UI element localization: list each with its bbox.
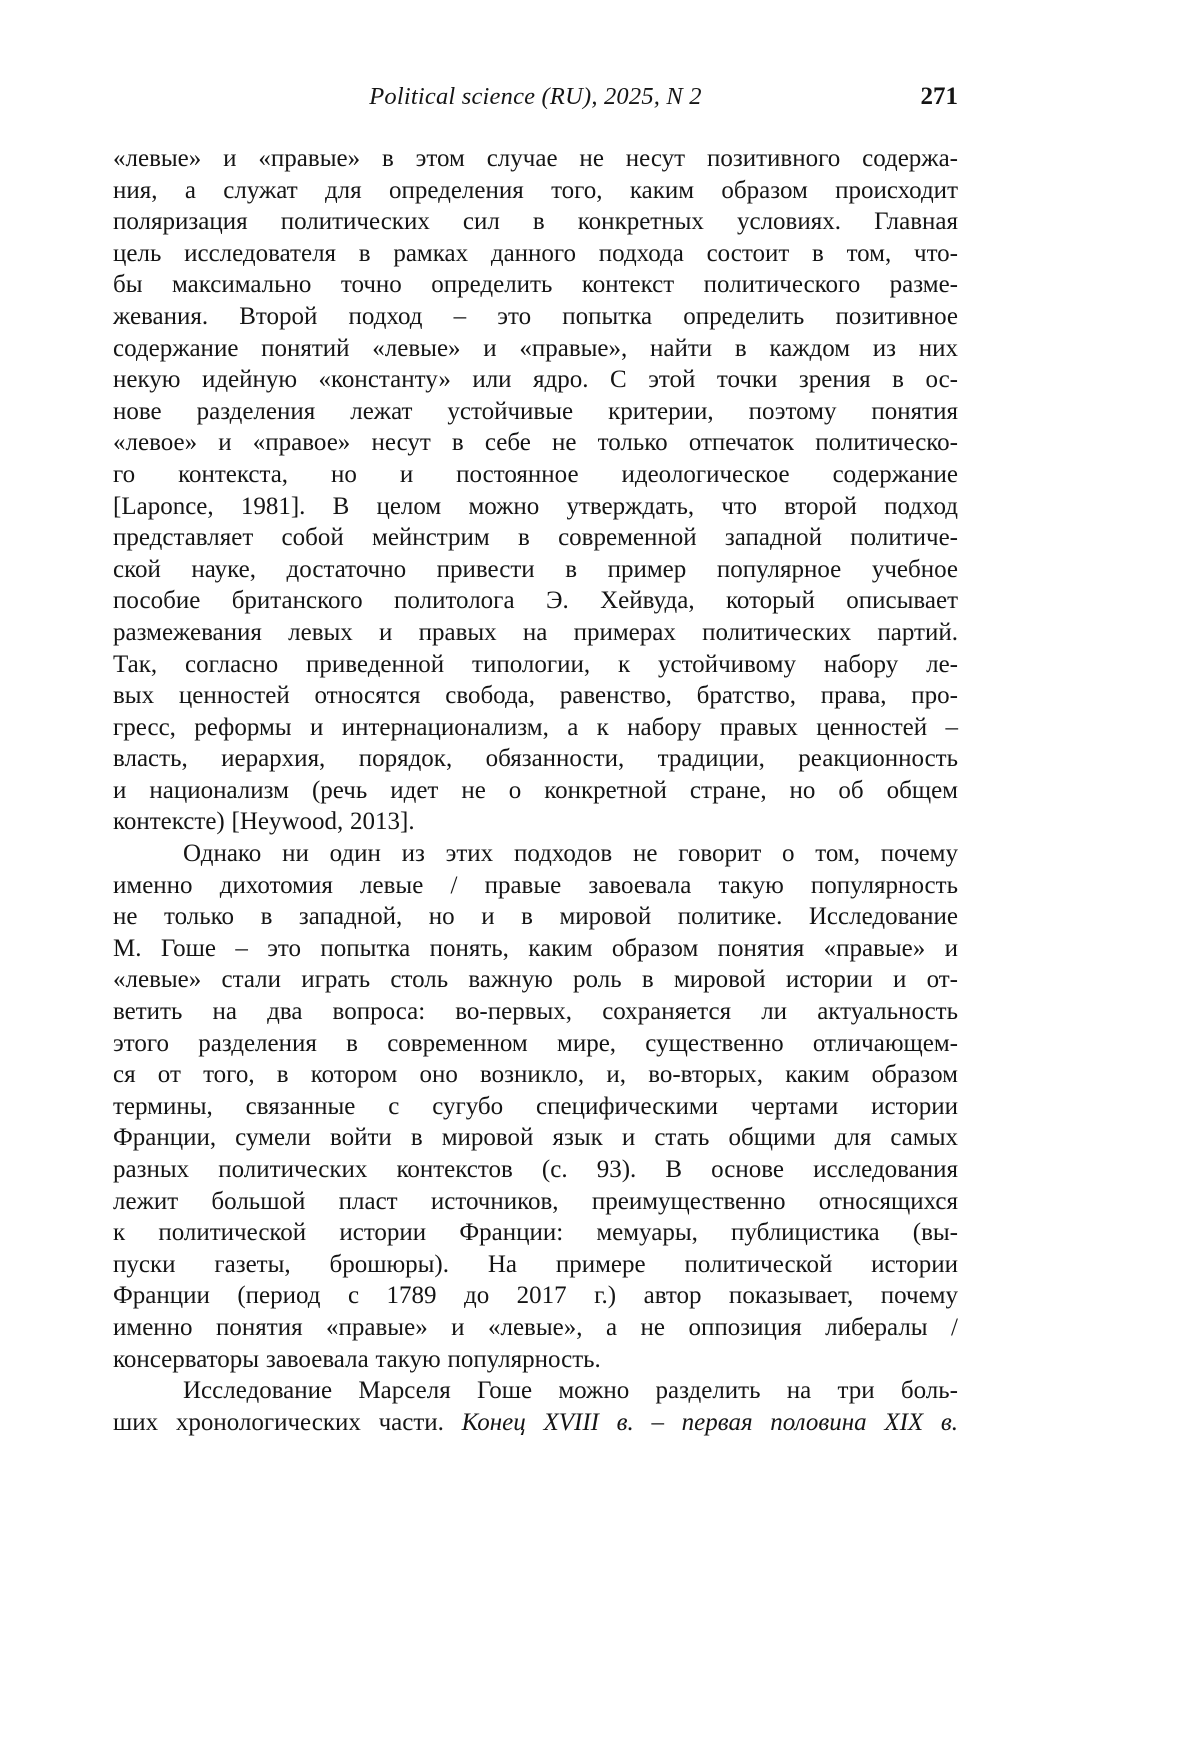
- journal-title: Political science (RU), 2025, N 2: [369, 83, 702, 110]
- text-line: вых ценностей относятся свобода, равенство, братство, права, про-: [113, 682, 958, 710]
- text-line: «левые» стали играть столь важную роль в мировой истории и от-: [113, 966, 958, 994]
- paragraph: [113, 143, 958, 838]
- text-line: размежевания левых и правых на примерах политических партий.: [113, 618, 958, 646]
- italic-text-segment: Конец XVIII в. – первая половина XIX в.: [461, 1408, 958, 1436]
- text-segment: ших хронологических части.: [113, 1408, 462, 1436]
- text-line: контексте) [Heywood, 2013].: [113, 808, 415, 836]
- text-line: ния, а служат для определения того, каким образом происходит: [113, 176, 958, 204]
- text-line: к политической истории Франции: мемуары, публицистика (вы-: [113, 1219, 958, 1247]
- running-header: [113, 80, 958, 114]
- text-line: пособие британского политолога Э. Хейвуда, который описывает: [113, 587, 958, 615]
- text-line: не только в западной, но и в мировой политике. Исследование: [113, 903, 958, 931]
- text-line: Исследование Марселя Гоше можно разделить на три боль-: [183, 1377, 958, 1405]
- text-line: содержание понятий «левые» и «правые», найти в каждом из них: [113, 334, 958, 362]
- text-line: именно дихотомия левые / правые завоевала такую популярность: [113, 871, 958, 899]
- text-line: гресс, реформы и интернационализм, а к набору правых ценностей –: [113, 713, 958, 741]
- text-line: этого разделения в современном мире, существенно отличающем-: [113, 1029, 958, 1057]
- text-line: нове разделения лежат устойчивые критерии, поэтому понятия: [113, 397, 958, 425]
- text-line: Так, согласно приведенной типологии, к устойчивому набору ле-: [113, 650, 958, 678]
- text-line: «левое» и «правое» несут в себе не только отпечаток политическо-: [113, 429, 958, 457]
- text-line: Франции (период с 1789 до 2017 г.) автор показывает, почему: [113, 1282, 958, 1310]
- text-line: цель исследователя в рамках данного подхода состоит в том, что-: [113, 239, 958, 267]
- text-line: термины, связанные с сугубо специфическими чертами истории: [113, 1092, 958, 1120]
- text-line: поляризация политических сил в конкретных условиях. Главная: [113, 208, 958, 236]
- text-line: М. Гоше – это попытка понять, каким образом понятия «правые» и: [113, 934, 958, 962]
- text-line: ской науке, достаточно привести в пример популярное учебное: [113, 555, 958, 583]
- text-line: го контекста, но и постоянное идеологическое содержание: [113, 460, 958, 488]
- text-line: Однако ни один из этих подходов не говорит о том, почему: [183, 840, 958, 868]
- text-line: представляет собой мейнстрим в современной западной политиче-: [113, 524, 958, 552]
- text-line: ветить на два вопроса: во-первых, сохраняется ли актуальность: [113, 998, 958, 1026]
- text-line: именно понятия «правые» и «левые», а не оппозиция либералы /: [113, 1313, 958, 1341]
- text-line: [Laponce, 1981]. В целом можно утверждать, что второй подход: [113, 492, 958, 520]
- paragraph: [113, 838, 958, 1375]
- text-line: некую идейную «константу» или ядро. С этой точки зрения в ос-: [113, 366, 958, 394]
- text-line: «левые» и «правые» в этом случае не несут позитивного содержа-: [113, 145, 958, 172]
- paragraph: [113, 1375, 958, 1438]
- text-line: пуски газеты, брошюры). На примере политической истории: [113, 1250, 958, 1278]
- text-line: консерваторы завоевала такую популярность.: [113, 1345, 601, 1373]
- text-line: власть, иерархия, порядок, обязанности, традиции, реакционность: [113, 745, 958, 773]
- body-text: [113, 143, 958, 1438]
- text-line: Франции, сумели войти в мировой язык и стать общими для самых: [113, 1124, 958, 1152]
- text-line: ся от того, в котором оно возникло, и, во-вторых, каким образом: [113, 1061, 958, 1089]
- text-line: лежит большой пласт источников, преимущественно относящихся: [113, 1187, 958, 1215]
- text-line: разных политических контекстов (с. 93). В основе исследования: [113, 1156, 958, 1183]
- text-line: бы максимально точно определить контекст политического разме-: [113, 271, 958, 299]
- text-line: жевания. Второй подход – это попытка определить позитивное: [113, 302, 958, 330]
- text-line: [113, 1407, 958, 1439]
- page-number: 271: [920, 83, 958, 110]
- text-line: и национализм (речь идет не о конкретной стране, но об общем: [113, 776, 958, 804]
